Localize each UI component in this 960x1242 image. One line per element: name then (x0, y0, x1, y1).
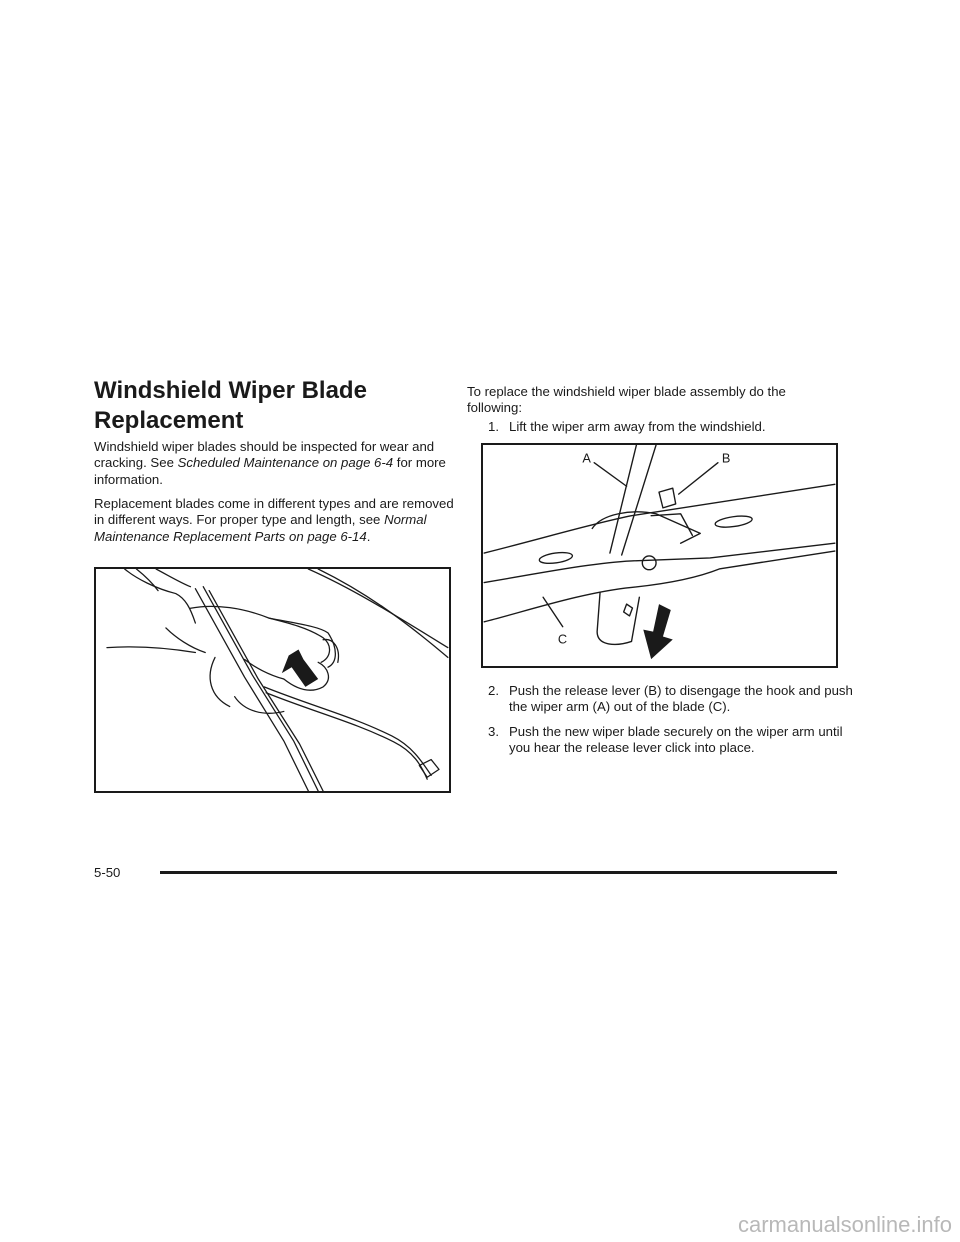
inspection-paragraph (94, 439, 454, 488)
wiper-arm-diagram (481, 443, 838, 668)
inspection-tail: for more information. (94, 455, 446, 487)
inspection-text: Windshield wiper blades should be inspected for wear and cracking. See (94, 439, 435, 471)
step-3-number: 3. (488, 724, 499, 739)
replacement-parts-link[interactable]: Normal Maintenance Replacement Parts on page 6-14 (94, 512, 427, 544)
label-b: B (721, 450, 731, 466)
wiper-arm-drawing (483, 445, 836, 666)
scheduled-maintenance-link[interactable]: Scheduled Maintenance on page 6-4 (177, 455, 394, 471)
step-1-number: 1. (488, 419, 499, 434)
step-1-text: Lift the wiper arm away from the windshield. (509, 419, 766, 434)
page-number: 5-50 (94, 865, 121, 880)
replacement-intro: To replace the windshield wiper blade assembly do the following: (467, 384, 786, 416)
step-2-number: 2. (488, 683, 499, 698)
wiper-removal-drawing (96, 569, 449, 791)
step-3-text: Push the new wiper blade securely on the wiper arm until you hear the release lever click into place. (509, 724, 843, 756)
step-2 (488, 683, 859, 716)
label-a: A (582, 450, 591, 466)
label-c: C (557, 631, 568, 647)
replacement-paragraph (94, 496, 454, 545)
step-2-text: Push the release lever (B) to disengage the hook and push the wiper arm (A) out of the blade (C). (509, 683, 853, 715)
replacement-tail: . (366, 528, 371, 544)
step-3 (488, 724, 859, 757)
replacement-text: Replacement blades come in different types and are removed in different ways. For proper type and length, see (94, 496, 454, 528)
section-title: Windshield Wiper Blade Replacement (94, 377, 367, 434)
wiper-removal-illustration (94, 567, 451, 793)
step-1 (488, 419, 859, 435)
footer-rule (160, 871, 837, 874)
watermark: carmanualsonline.info (737, 1212, 952, 1237)
